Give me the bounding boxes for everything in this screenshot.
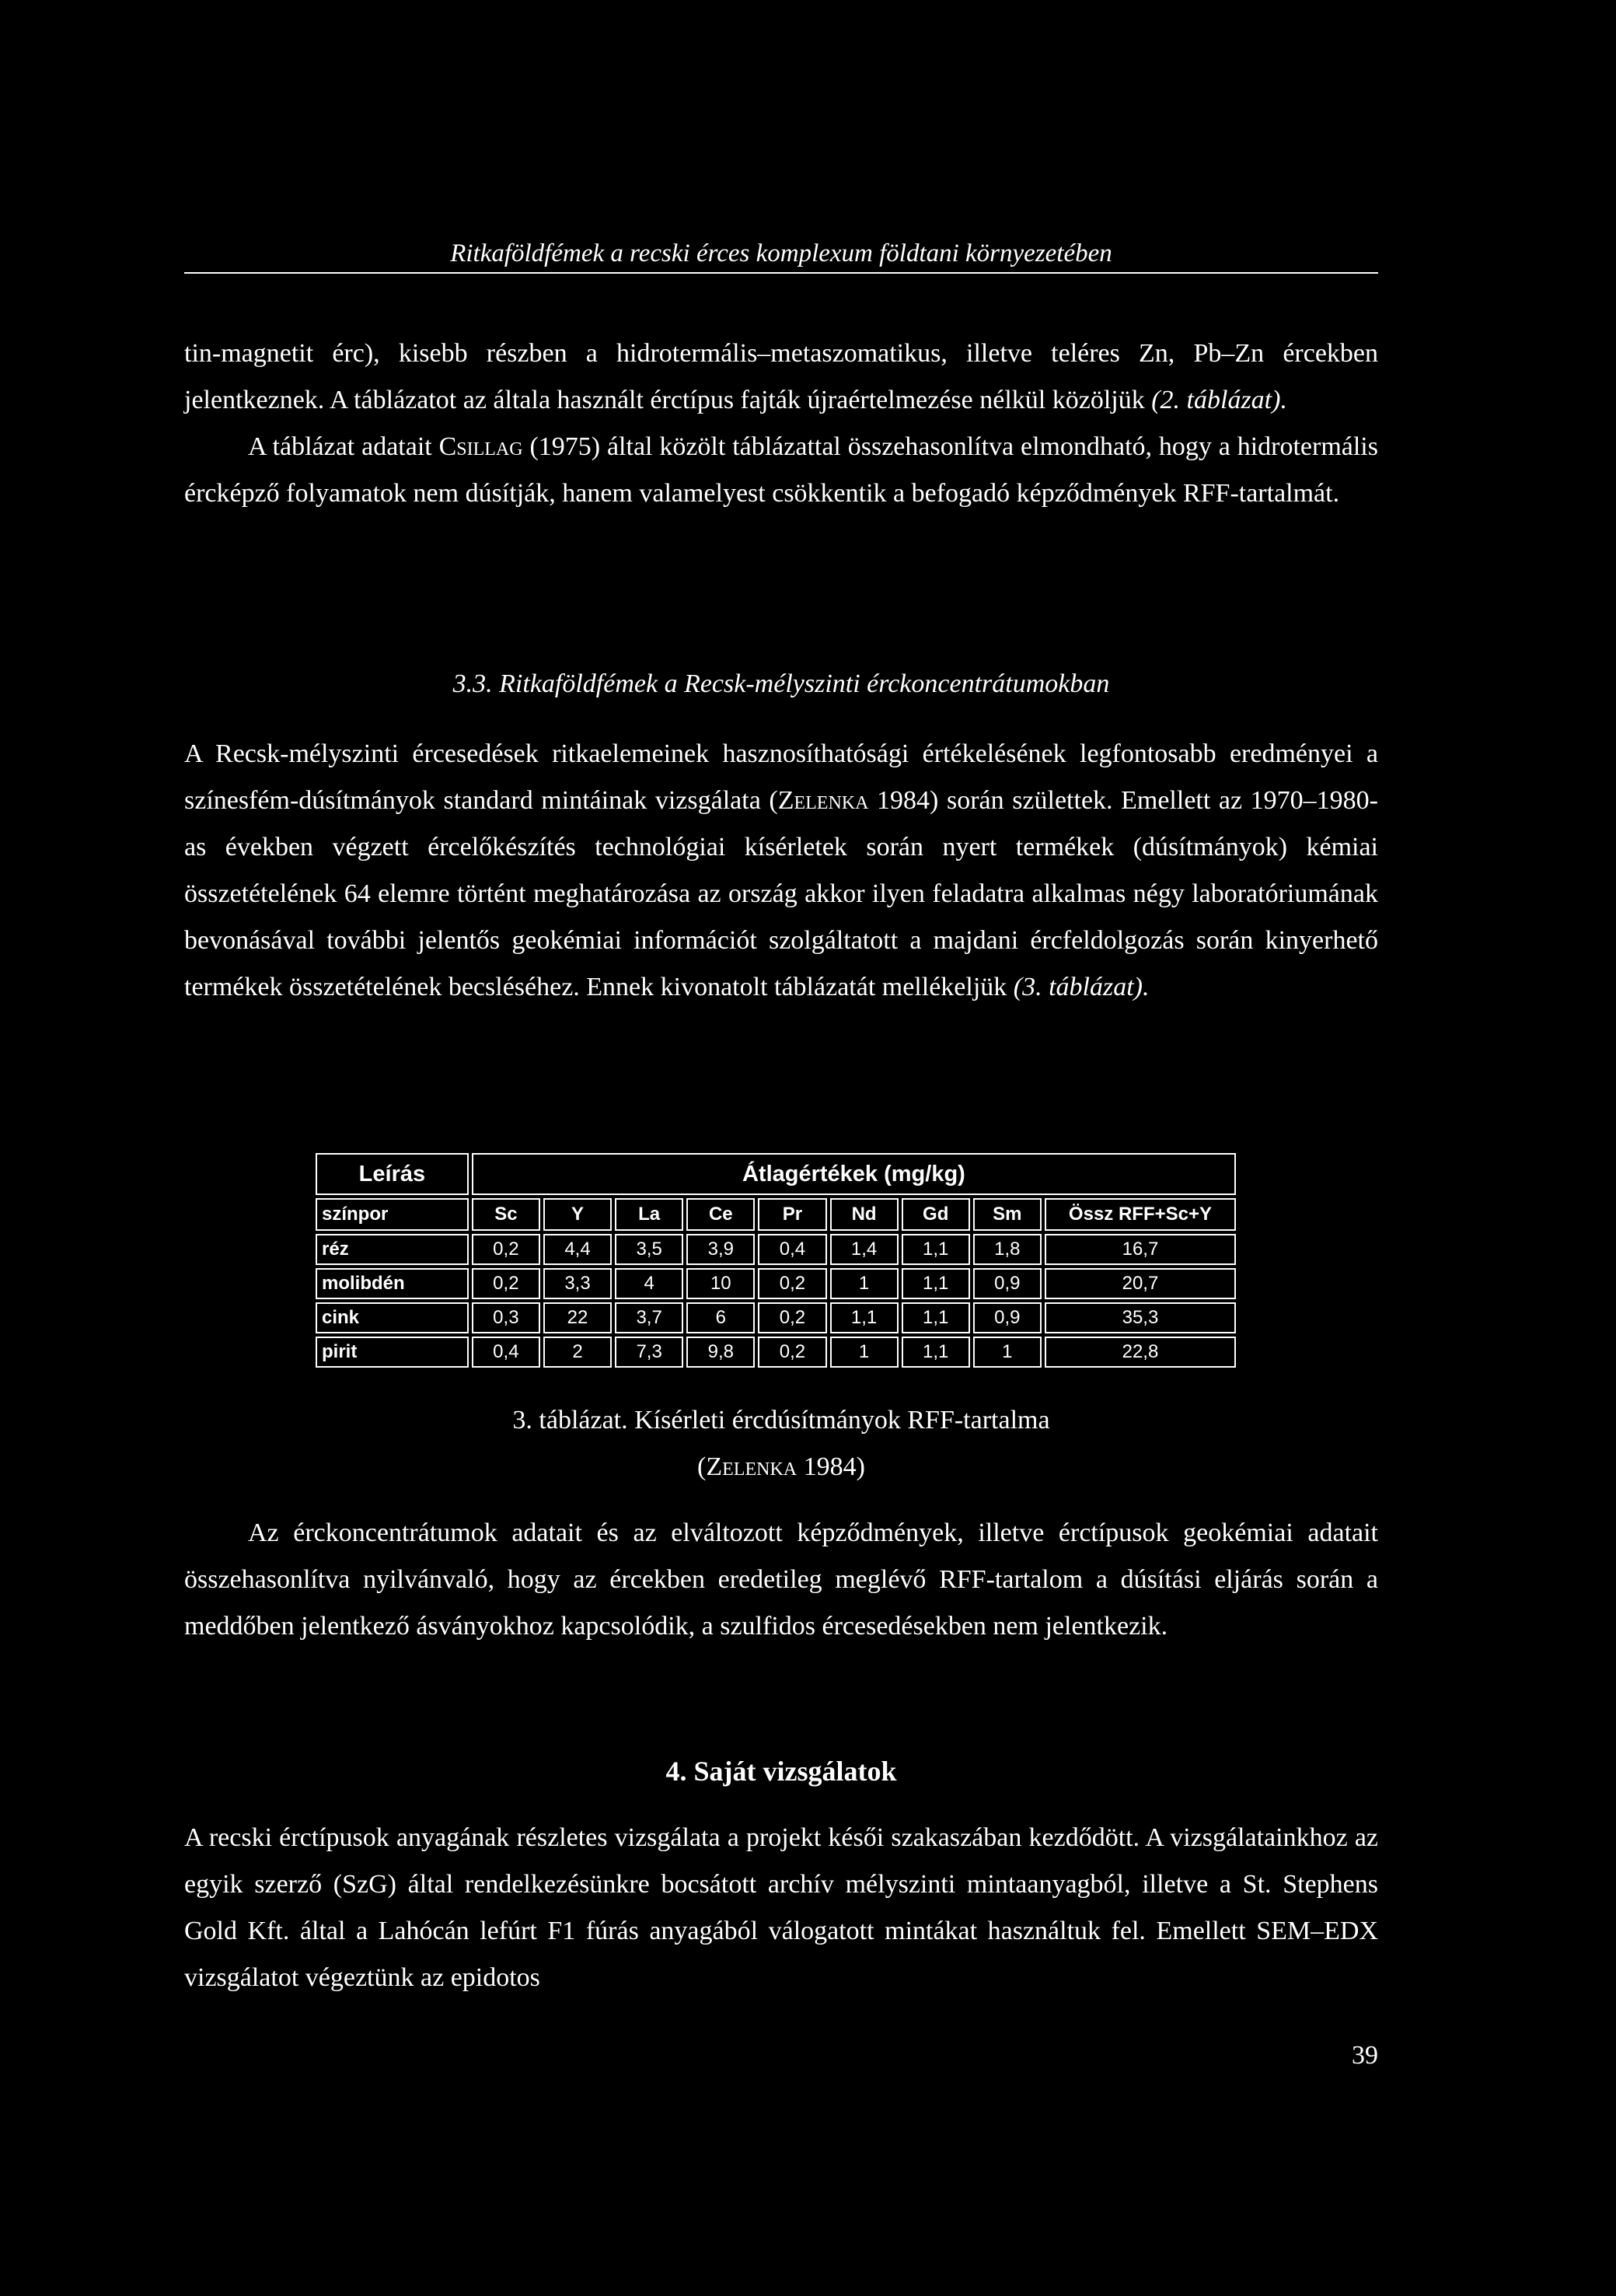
table-cell: 0,2 bbox=[758, 1268, 826, 1299]
author-name: Zelenka bbox=[777, 786, 869, 815]
table-cell: 1 bbox=[973, 1337, 1042, 1368]
table-row bbox=[316, 1268, 1236, 1299]
table-cell: 0,2 bbox=[758, 1337, 826, 1368]
caption-text: 1984) bbox=[797, 1452, 865, 1481]
table-cell: 10 bbox=[686, 1268, 755, 1299]
table-cell: 0,9 bbox=[973, 1268, 1042, 1299]
rff-table bbox=[312, 1150, 1239, 1371]
column-header: Sm bbox=[973, 1198, 1042, 1231]
table-row bbox=[316, 1302, 1236, 1333]
paragraph-text: 1984) során születtek. Emellett az 1970–1980-as években végzett ércelőkészítés technológiai kísérletek során nyert termékek (dúsítmányok) kémiai összetételének 64 elemre történt meghatározása az ország akkor ilyen feladatra alkalmas négy laboratóriumának bevonásával további jelentős geokémiai információt szolgáltatott a majdani ércfeldolgozás során kinyerhető termékek összetételének becsléséhez. Ennek kivonatolt táblázatát mellékeljük bbox=[184, 786, 1378, 1001]
table-cell: 1 bbox=[830, 1337, 899, 1368]
paragraph-comparison bbox=[184, 424, 1378, 517]
body-text-section-3-3 bbox=[184, 731, 1378, 1011]
table-cell: 20,7 bbox=[1045, 1268, 1236, 1299]
table-cell: molibdén bbox=[316, 1268, 469, 1299]
table-cell: 0,4 bbox=[758, 1234, 826, 1265]
table-cell: 6 bbox=[686, 1302, 755, 1333]
caption-line-1: 3. táblázat. Kísérleti ércdúsítmányok RFF-tartalma bbox=[512, 1406, 1050, 1435]
author-name: Zelenka bbox=[706, 1452, 798, 1481]
body-text-section-4 bbox=[184, 1815, 1378, 2001]
column-header: Y bbox=[543, 1198, 612, 1231]
table-description-header: Leírás bbox=[316, 1153, 469, 1195]
table-cell: réz bbox=[316, 1234, 469, 1265]
column-header: Össz RFF+Sc+Y bbox=[1045, 1198, 1236, 1231]
table-cell: 1,1 bbox=[902, 1234, 970, 1265]
table-cell: 16,7 bbox=[1045, 1234, 1236, 1265]
page-number: 39 bbox=[1352, 2041, 1378, 2070]
column-header: La bbox=[615, 1198, 683, 1231]
table-cell: 1 bbox=[830, 1268, 899, 1299]
body-text-conclusion bbox=[184, 1510, 1378, 1650]
paragraph-own-studies: A recski érctípusok anyagának részletes vizsgálata a projekt késői szakaszában kezdődött. A vizsgálatainkhoz az egyik szerző (SzG) által rendelkezésünkre bocsátott archív mélyszinti mintaanyagból, illetve a St. Stephens Gold Kft. által a Lahócán lefúrt F1 fúrás anyagából válogatott mintákat használtuk fel. Emellett SEM–EDX vizsgálatot végeztünk az epidotos bbox=[184, 1823, 1378, 1992]
paragraph-text: tin-magnetit érc), kisebb részben a hidrotermális–metaszomatikus, illetve teléres Zn, Pb–Zn ércekben jelentkeznek. A táblázatot az általa használt érctípus fajták újraértelmezése nélkül közöljük bbox=[184, 339, 1378, 414]
table-cell: 4 bbox=[615, 1268, 683, 1299]
paragraph-text: A táblázat adatait bbox=[248, 432, 439, 461]
paragraph-conclusion: Az érckoncentrátumok adatait és az elváltozott képződmények, illetve érctípusok geokémiai adatait összehasonlítva nyilvánvaló, hogy az ércekben eredetileg meglévő RFF-tartalom a dúsítási eljárás során a meddőben jelentkező ásványokhoz kapcsolódik, a szulfidos ércesedésekben nem jelentkezik. bbox=[184, 1518, 1378, 1641]
table-averages-header: Átlagértékek (mg/kg) bbox=[472, 1153, 1236, 1195]
table-cell: 0,9 bbox=[973, 1302, 1042, 1333]
section-heading-4: 4. Saját vizsgálatok bbox=[665, 1756, 897, 1787]
table-cell: 9,8 bbox=[686, 1337, 755, 1368]
column-header: Gd bbox=[902, 1198, 970, 1231]
table-row bbox=[316, 1234, 1236, 1265]
paragraph-text: (1975) által közölt táblázattal összehasonlítva elmondható, hogy a hidrotermális ércképző folyamatok nem dúsítják, hanem valamelyest csökkentik a befogadó képződmények RFF-tartalmát. bbox=[184, 432, 1378, 508]
running-header: Ritkaföldfémek a recski érces komplexum földtani környezetében bbox=[450, 239, 1112, 267]
table-cell: 35,3 bbox=[1045, 1302, 1236, 1333]
caption-text: ( bbox=[697, 1452, 707, 1481]
caption-line-2 bbox=[184, 1444, 1378, 1490]
table-cell: 1,1 bbox=[902, 1302, 970, 1333]
table-cell: pirit bbox=[316, 1337, 469, 1368]
table-cell: 0,2 bbox=[472, 1234, 540, 1265]
paragraph-continuation bbox=[184, 330, 1378, 424]
table-cell: 1,1 bbox=[830, 1302, 899, 1333]
table-reference: (2. táblázat). bbox=[1151, 386, 1287, 414]
table-reference: (3. táblázat). bbox=[1013, 973, 1150, 1001]
column-header: Nd bbox=[830, 1198, 899, 1231]
author-name: Csillag bbox=[438, 432, 523, 461]
section-heading-3-3: 3.3. Ritkaföldfémek a Recsk-mélyszinti érckoncentrátumokban bbox=[452, 669, 1110, 698]
column-header: Ce bbox=[686, 1198, 755, 1231]
table-cell: 3,7 bbox=[615, 1302, 683, 1333]
table-cell: 2 bbox=[543, 1337, 612, 1368]
table-cell: 22,8 bbox=[1045, 1337, 1236, 1368]
paragraph-text: A Recsk-mélyszinti ércesedések ritkaelemeinek hasznosíthatósági értékelésének legfontosabb eredményei a színesfém-dúsítmányok standard mintáinak vizsgálata ( bbox=[184, 739, 1378, 815]
table-cell: 3,3 bbox=[543, 1268, 612, 1299]
table-cell: 7,3 bbox=[615, 1337, 683, 1368]
table-cell: 1,8 bbox=[973, 1234, 1042, 1265]
table-cell: 1,4 bbox=[830, 1234, 899, 1265]
table-cell: 1,1 bbox=[902, 1268, 970, 1299]
table-column-headers bbox=[316, 1198, 1236, 1231]
table-row bbox=[316, 1337, 1236, 1368]
body-text-top bbox=[184, 330, 1378, 517]
table-cell: 3,5 bbox=[615, 1234, 683, 1265]
table-cell: 0,2 bbox=[758, 1302, 826, 1333]
header-rule bbox=[184, 272, 1378, 274]
table-cell: 0,3 bbox=[472, 1302, 540, 1333]
column-header: Pr bbox=[758, 1198, 826, 1231]
table-cell: 3,9 bbox=[686, 1234, 755, 1265]
column-header: színpor bbox=[316, 1198, 469, 1231]
table-cell: 0,2 bbox=[472, 1268, 540, 1299]
table-cell: cink bbox=[316, 1302, 469, 1333]
table-cell: 0,4 bbox=[472, 1337, 540, 1368]
table-cell: 22 bbox=[543, 1302, 612, 1333]
column-header: Sc bbox=[472, 1198, 540, 1231]
table-cell: 4,4 bbox=[543, 1234, 612, 1265]
table-cell: 1,1 bbox=[902, 1337, 970, 1368]
table-top-row bbox=[316, 1153, 1236, 1195]
table-caption bbox=[184, 1397, 1378, 1490]
paragraph-concentrates bbox=[184, 731, 1378, 1011]
